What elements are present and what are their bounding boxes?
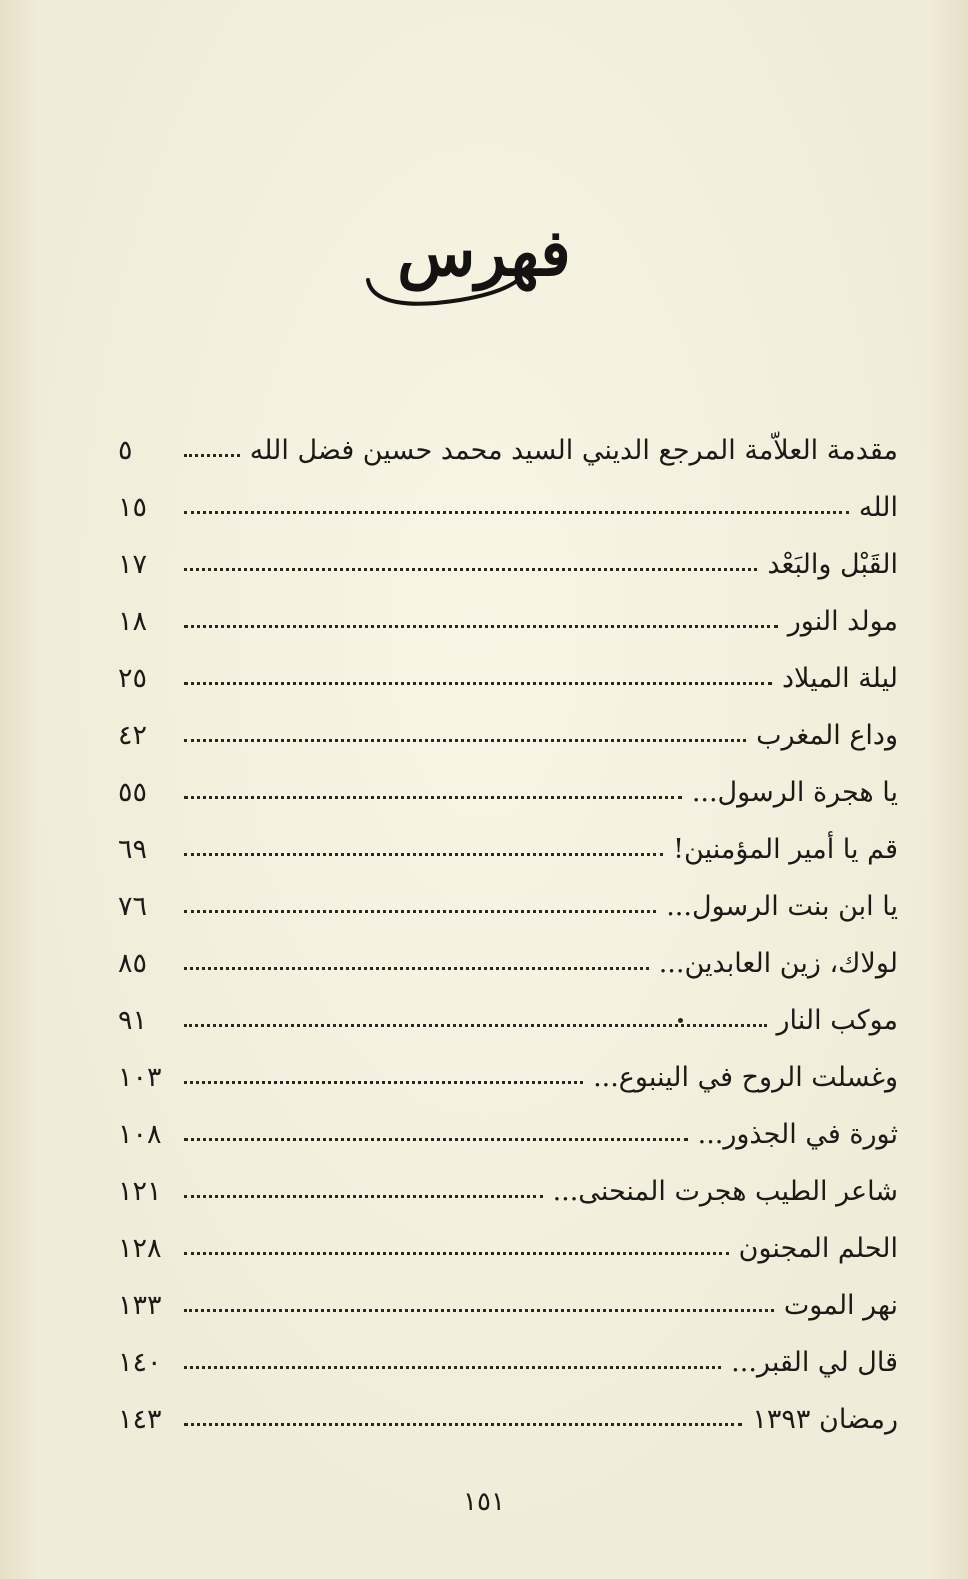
toc-entry-title: يا ابن بنت الرسول... (666, 890, 898, 922)
toc-entry-page: ١٨ (118, 605, 148, 637)
toc-leader-dots (184, 1423, 742, 1426)
toc-entry (118, 695, 898, 752)
toc-entry-title: وغسلت الروح في الينبوع... (593, 1061, 898, 1093)
toc-entry-title: موكب النار (776, 1004, 898, 1036)
toc-leader-dots (184, 568, 757, 571)
toc-entry (118, 1151, 898, 1208)
toc-entry-title: قم يا أمير المؤمنين! (673, 833, 898, 865)
toc-leader-dots (184, 682, 772, 685)
toc-entry (118, 1265, 898, 1322)
toc-entry (118, 809, 898, 866)
toc-entry-page: ١٤٠ (118, 1346, 162, 1378)
toc-leader-dots (184, 1309, 774, 1312)
page-title: فهرس (397, 216, 571, 291)
toc-entry-page: ٧٦ (118, 890, 148, 922)
toc-entry (118, 581, 898, 638)
toc-entry-title: رمضان ١٣٩٣ (752, 1403, 898, 1435)
toc-leader-dots (184, 739, 746, 742)
toc-entry (118, 524, 898, 581)
toc-entry-page: ١٧ (118, 548, 148, 580)
toc-entry (118, 1379, 898, 1436)
toc-entry-title: وداع المغرب (756, 719, 898, 751)
ink-speck (678, 1018, 683, 1023)
toc-entry-page: ١٣٣ (118, 1289, 162, 1321)
toc-entry-title: لولاك، زين العابدين... (658, 947, 898, 979)
toc-entry-page: ٥٥ (118, 776, 148, 808)
toc-entry-page: ١٠٣ (118, 1061, 162, 1093)
toc-leader-dots (184, 910, 656, 913)
toc-entry (118, 752, 898, 809)
toc-entry-title: مقدمة العلاّمة المرجع الديني السيد محمد حسين فضل الله (249, 434, 898, 466)
toc-entry (118, 1322, 898, 1379)
toc-entry-title: قال لي القبر... (731, 1346, 898, 1378)
toc-entry (118, 1094, 898, 1151)
toc-entry-title: الحلم المجنون (738, 1232, 898, 1264)
toc-leader-dots (184, 625, 778, 628)
toc-entry-title: مولد النور (787, 605, 898, 637)
toc-leader-dots (184, 796, 682, 799)
toc-leader-dots (184, 1252, 729, 1255)
toc-entry-page: ٢٥ (118, 662, 148, 694)
toc-entry-title: ليلة الميلاد (782, 662, 898, 694)
page-number: ١٥١ (463, 1487, 505, 1517)
toc-leader-dots (184, 1024, 767, 1027)
toc-entry-title: ثورة في الجذور... (697, 1118, 898, 1150)
toc-entry-title: شاعر الطيب هجرت المنحنى... (552, 1175, 898, 1207)
toc-leader-dots (184, 1081, 583, 1084)
toc-leader-dots (184, 967, 649, 970)
toc-entry-title: يا هجرة الرسول... (691, 776, 898, 808)
toc-entry-title: نهر الموت (783, 1289, 898, 1321)
toc-leader-dots (184, 454, 240, 457)
toc-entry-page: ١٥ (118, 491, 148, 523)
toc-leader-dots (184, 1138, 688, 1141)
toc-entry-title: القَبْل والبَعْد (767, 548, 898, 580)
toc-entry (118, 410, 898, 467)
toc-leader-dots (184, 1366, 721, 1369)
toc-entry (118, 866, 898, 923)
toc-entry-page: ١٠٨ (118, 1118, 162, 1150)
toc-entry-page: ٩١ (118, 1004, 148, 1036)
toc-entry-title: الله (858, 491, 898, 523)
toc-entry-page: ٥ (118, 434, 133, 466)
toc-entry-page: ٨٥ (118, 947, 148, 979)
toc-entry (118, 923, 898, 980)
toc-entry-page: ١٤٣ (118, 1403, 162, 1435)
toc-leader-dots (184, 853, 663, 856)
toc-entry (118, 980, 898, 1037)
title-swash-ornament (350, 262, 550, 322)
table-of-contents (118, 410, 898, 1436)
toc-entry-page: ١٢٨ (118, 1232, 162, 1264)
toc-entry (118, 1037, 898, 1094)
toc-entry (118, 638, 898, 695)
toc-leader-dots (184, 1195, 543, 1198)
toc-leader-dots (184, 511, 849, 514)
toc-entry-page: ١٢١ (118, 1175, 162, 1207)
toc-entry (118, 467, 898, 524)
toc-entry-page: ٦٩ (118, 833, 148, 865)
toc-entry (118, 1208, 898, 1265)
toc-entry-page: ٤٢ (118, 719, 148, 751)
